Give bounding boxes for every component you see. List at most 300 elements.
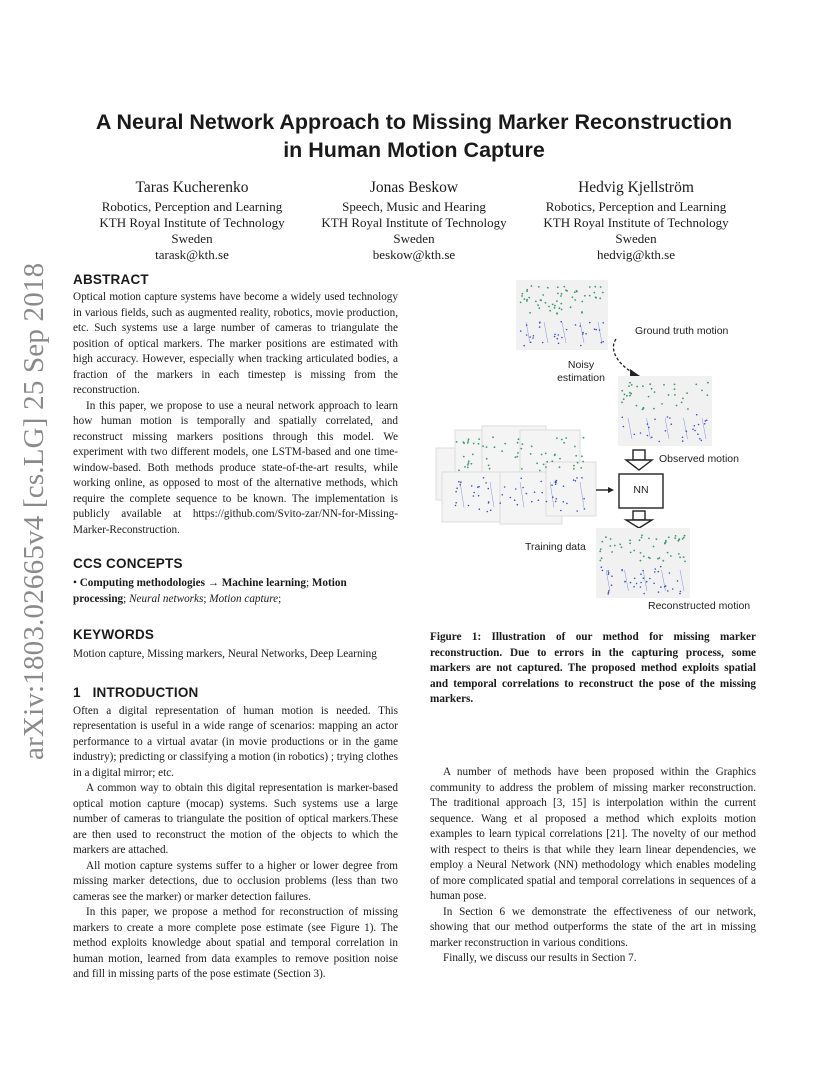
marker-dot xyxy=(653,583,655,585)
marker-dot xyxy=(585,333,587,335)
marker-dot xyxy=(539,470,541,472)
marker-dot xyxy=(573,479,575,481)
figure-1 xyxy=(430,276,760,616)
marker-dot xyxy=(518,438,520,440)
intro-paragraph-4: In this paper, we propose a method for reconstruction of missing markers to create a more complete pose estimate (see Figure 1). The method exploits knowledge about spatial and temporal correlation in human motion, learned from data examples to remove position noise and fill in missing parts of the pose estimate (Section 3). xyxy=(73,906,398,980)
author-name: Jonas Beskow xyxy=(369,179,459,196)
marker-dot xyxy=(494,446,496,448)
marker-dot xyxy=(521,468,523,470)
marker-dot xyxy=(655,568,657,570)
author-dept: Robotics, Perception and Learning xyxy=(101,199,283,214)
marker-dot xyxy=(694,430,696,432)
marker-dot xyxy=(561,309,563,311)
marker-dot xyxy=(614,545,616,547)
marker-dot xyxy=(468,505,470,507)
marker-dot xyxy=(561,439,563,441)
marker-dot xyxy=(522,487,524,489)
arxiv-side-stamp: arXiv:1803.02665v4 [cs.LG] 25 Sep 2018 xyxy=(18,262,50,760)
marker-dot xyxy=(619,544,621,546)
marker-dot xyxy=(584,295,586,297)
marker-dot xyxy=(654,419,656,421)
marker-dot xyxy=(504,486,506,488)
marker-dot xyxy=(526,334,528,336)
marker-dot xyxy=(669,417,671,419)
marker-dot xyxy=(647,435,649,437)
marker-dot xyxy=(623,426,625,428)
marker-dot xyxy=(572,296,574,298)
marker-dot xyxy=(535,301,537,303)
marker-dot xyxy=(602,292,604,294)
reconstructed-panel xyxy=(596,528,690,598)
marker-dot xyxy=(565,437,567,439)
marker-dot xyxy=(520,448,522,450)
marker-dot xyxy=(455,491,457,493)
marker-dot xyxy=(654,571,656,573)
marker-dot xyxy=(611,584,613,586)
marker-dot xyxy=(651,388,653,390)
marker-dot xyxy=(639,539,641,541)
marker-dot xyxy=(515,456,517,458)
marker-dot xyxy=(580,467,582,469)
author-dept: Robotics, Perception and Learning xyxy=(545,199,727,214)
marker-dot xyxy=(472,454,474,456)
marker-dot xyxy=(605,536,607,538)
marker-dot xyxy=(478,495,480,497)
marker-dot xyxy=(611,575,613,577)
marker-dot xyxy=(516,456,518,458)
marker-dot xyxy=(576,510,578,512)
marker-dot xyxy=(488,501,490,503)
marker-dot xyxy=(581,311,583,313)
author-email[interactable]: tarask@kth.se xyxy=(155,247,229,262)
marker-dot xyxy=(610,538,612,540)
marker-dot xyxy=(701,390,703,392)
marker-dot xyxy=(687,408,689,410)
marker-dot xyxy=(611,551,613,553)
marker-dot xyxy=(533,335,535,337)
marker-dot xyxy=(458,481,460,483)
marker-dot xyxy=(674,384,676,386)
marker-dot xyxy=(629,382,631,384)
marker-dot xyxy=(583,498,585,500)
marker-dot xyxy=(559,458,561,460)
marker-dot xyxy=(608,573,610,575)
marker-dot xyxy=(551,460,553,462)
marker-dot xyxy=(582,332,584,334)
marker-dot xyxy=(555,481,557,483)
label-ground-truth: Ground truth motion xyxy=(635,325,729,337)
marker-dot xyxy=(657,571,659,573)
marker-dot xyxy=(602,570,604,572)
marker-dot xyxy=(681,402,683,404)
ccs-separator: ; xyxy=(203,592,207,605)
marker-dot xyxy=(554,336,556,338)
marker-dot xyxy=(554,307,556,309)
marker-dot xyxy=(523,345,525,347)
marker-dot xyxy=(634,578,636,580)
marker-dot xyxy=(682,437,684,439)
marker-dot xyxy=(538,286,540,288)
marker-dot xyxy=(514,499,516,501)
marker-dot xyxy=(517,452,519,454)
marker-dot xyxy=(558,343,560,345)
marker-dot xyxy=(643,556,645,558)
marker-dot xyxy=(677,580,679,582)
author-email[interactable]: hedvig@kth.se xyxy=(596,247,676,262)
title-line-1: A Neural Network Approach to Missing Marker Reconstruction xyxy=(95,110,733,134)
author-email[interactable]: beskow@kth.se xyxy=(372,247,456,262)
marker-dot xyxy=(695,384,697,386)
marker-dot xyxy=(502,494,504,496)
marker-dot xyxy=(529,336,531,338)
title-line-2: in Human Motion Capture xyxy=(283,138,545,162)
marker-dot xyxy=(545,302,547,304)
marker-dot xyxy=(608,592,610,594)
section-number: 1 xyxy=(73,684,81,700)
author-country: Sweden xyxy=(615,231,657,246)
marker-dot xyxy=(624,581,626,583)
marker-dot xyxy=(565,289,567,291)
marker-dot xyxy=(664,542,666,544)
marker-dot xyxy=(668,394,670,396)
marker-dot xyxy=(560,510,562,512)
marker-dot xyxy=(515,488,517,490)
marker-dot xyxy=(594,286,596,288)
right-column-text xyxy=(430,765,756,967)
down-arrow-icon xyxy=(626,450,652,470)
ccs-separator: ; xyxy=(123,592,127,605)
marker-dot xyxy=(698,424,700,426)
marker-dot xyxy=(583,437,585,439)
marker-dot xyxy=(521,295,523,297)
marker-dot xyxy=(599,560,601,562)
author-country: Sweden xyxy=(171,231,213,246)
marker-dot xyxy=(559,466,561,468)
marker-dot xyxy=(573,468,575,470)
marker-dot xyxy=(665,430,667,432)
marker-dot xyxy=(557,338,559,340)
marker-dot xyxy=(683,537,685,539)
marker-dot xyxy=(667,590,669,592)
intro-paragraph-2: A common way to obtain this digital representation is marker-based optical motion capture (mocap) systems. Such systems use a large number of cameras to triangulate the position of optical markers.These are then used to reconstruct the motion of the objects to which the markers are attached. xyxy=(73,782,398,856)
marker-dot xyxy=(458,469,460,471)
marker-dot xyxy=(679,593,681,595)
marker-dot xyxy=(528,297,530,299)
marker-dot xyxy=(510,497,512,499)
marker-dot xyxy=(683,556,685,558)
marker-dot xyxy=(640,560,642,562)
marker-dot xyxy=(478,486,480,488)
marker-dot xyxy=(654,391,656,393)
marker-dot xyxy=(534,491,536,493)
marker-dot xyxy=(488,465,490,467)
marker-dot xyxy=(473,495,475,497)
marker-dot xyxy=(574,299,576,301)
marker-dot xyxy=(608,572,610,574)
marker-dot xyxy=(526,493,528,495)
marker-dot xyxy=(575,455,577,457)
marker-dot xyxy=(576,291,578,293)
marker-dot xyxy=(692,429,694,431)
ccs-item: Machine learning xyxy=(221,577,306,589)
author-country: Sweden xyxy=(393,231,435,246)
marker-dot xyxy=(667,416,669,418)
marker-dot xyxy=(582,461,584,463)
marker-dot xyxy=(526,289,528,291)
marker-dot xyxy=(643,407,645,409)
marker-dot xyxy=(684,561,686,563)
marker-dot xyxy=(684,535,686,537)
right-paragraph-2: In Section 6 we demonstrate the effectiveness of our network, showing that our method outperforms the state of the art in missing marker reconstruction in various conditions. xyxy=(430,905,756,949)
marker-dot xyxy=(643,577,645,579)
marker-dot xyxy=(556,437,558,439)
marker-dot xyxy=(609,545,611,547)
marker-dot xyxy=(575,324,577,326)
left-column xyxy=(73,272,398,983)
keywords-text: Motion capture, Missing markers, Neural Networks, Deep Learning xyxy=(73,648,377,660)
marker-dot xyxy=(682,398,684,400)
marker-dot xyxy=(662,560,664,562)
marker-dot xyxy=(656,538,658,540)
marker-dot xyxy=(522,443,524,445)
marker-dot xyxy=(488,488,490,490)
marker-dot xyxy=(646,581,648,583)
marker-dot xyxy=(694,425,696,427)
marker-dot xyxy=(629,539,631,541)
marker-dot xyxy=(541,454,543,456)
abstract-paragraph-1: Optical motion capture systems have become a widely used technology in various fields, such as augmented reality, robotics, movie production, etc. Such systems use a large number of cameras to triangulate the position of optical markers. The marker positions are estimated with high accuracy. However, especially when tracking articulated bodies, a fraction of the markers in each timestep is missing from the reconstruction. xyxy=(73,291,398,396)
label-noisy-estimation xyxy=(556,359,606,385)
marker-dot xyxy=(595,296,597,298)
marker-dot xyxy=(640,582,642,584)
marker-dot xyxy=(628,385,630,387)
marker-dot xyxy=(622,417,624,419)
marker-dot xyxy=(473,492,475,494)
arrow-head-icon xyxy=(608,487,614,493)
marker-dot xyxy=(471,485,473,487)
marker-dot xyxy=(520,330,522,332)
marker-dot xyxy=(555,501,557,503)
marker-dot xyxy=(674,537,676,539)
marker-dot xyxy=(557,293,559,295)
marker-dot xyxy=(595,329,597,331)
marker-dot xyxy=(554,305,556,307)
marker-dot xyxy=(636,386,638,388)
marker-dot xyxy=(517,504,519,506)
marker-dot xyxy=(636,405,638,407)
marker-dot xyxy=(634,434,636,436)
ccs-separator: ; xyxy=(305,577,310,589)
marker-dot xyxy=(501,450,503,452)
marker-dot xyxy=(486,458,488,460)
marker-dot xyxy=(651,437,653,439)
marker-dot xyxy=(558,334,560,336)
marker-dot xyxy=(629,392,631,394)
marker-dot xyxy=(547,287,549,289)
marker-dot xyxy=(676,405,678,407)
marker-dot xyxy=(536,462,538,464)
marker-dot xyxy=(561,293,563,295)
ground-truth-panel xyxy=(516,280,608,350)
marker-dot xyxy=(630,582,632,584)
marker-dot xyxy=(704,423,706,425)
marker-dot xyxy=(594,328,596,330)
marker-dot xyxy=(561,337,563,339)
marker-dot xyxy=(653,546,655,548)
marker-dot xyxy=(653,408,655,410)
marker-dot xyxy=(540,299,542,301)
marker-dot xyxy=(531,285,533,287)
marker-dot xyxy=(532,337,534,339)
marker-dot xyxy=(589,295,591,297)
marker-dot xyxy=(672,588,674,590)
marker-dot xyxy=(682,440,684,442)
marker-dot xyxy=(643,593,645,595)
marker-dot xyxy=(670,555,672,557)
marker-dot xyxy=(660,566,662,568)
marker-dot xyxy=(581,477,583,479)
marker-dot xyxy=(584,508,586,510)
marker-dot xyxy=(570,306,572,308)
marker-dot xyxy=(487,511,489,513)
paper-title xyxy=(40,108,788,164)
marker-dot xyxy=(607,593,609,595)
ccs-item: Computing methodologies xyxy=(79,577,205,589)
marker-dot xyxy=(640,552,642,554)
marker-dot xyxy=(660,586,662,588)
marker-dot xyxy=(556,300,558,302)
marker-dot xyxy=(671,423,673,425)
marker-dot xyxy=(455,505,457,507)
ccs-item: Neural networks xyxy=(129,592,204,605)
marker-dot xyxy=(629,395,631,397)
label-observed: Observed motion xyxy=(659,453,739,465)
marker-dot xyxy=(580,345,582,347)
marker-dot xyxy=(682,538,684,540)
ccs-heading: CCS CONCEPTS xyxy=(73,556,183,571)
marker-dot xyxy=(563,485,565,487)
label-training-data: Training data xyxy=(525,541,586,553)
marker-dot xyxy=(621,401,623,403)
marker-dot xyxy=(478,438,480,440)
marker-dot xyxy=(665,585,667,587)
marker-dot xyxy=(486,446,488,448)
marker-dot xyxy=(546,501,548,503)
marker-dot xyxy=(517,442,519,444)
marker-dot xyxy=(541,492,543,494)
marker-dot xyxy=(581,301,583,303)
marker-dot xyxy=(543,464,545,466)
marker-dot xyxy=(463,456,465,458)
marker-dot xyxy=(641,534,643,536)
marker-dot xyxy=(485,482,487,484)
marker-dot xyxy=(669,572,671,574)
right-paragraph-3: Finally, we discuss our results in Section 7. xyxy=(443,952,637,964)
marker-dot xyxy=(463,442,465,444)
marker-dot xyxy=(471,463,473,465)
marker-dot xyxy=(556,498,558,500)
marker-dot xyxy=(537,304,539,306)
marker-dot xyxy=(642,385,644,387)
marker-dot xyxy=(633,550,635,552)
marker-dot xyxy=(707,382,709,384)
observed-panel xyxy=(618,376,712,446)
author-block-1 xyxy=(67,178,317,263)
marker-dot xyxy=(696,414,698,416)
intro-paragraph-1: Often a digital representation of human motion is needed. This representation is useful in a wide range of scenarios: mapping an actor performance to a virtual avatar (in movie productions or in the game industry); predicting or classifying a motion (in robotics) ; trying clothes in a digital mirror; etc. xyxy=(73,704,399,779)
marker-dot xyxy=(649,383,651,385)
marker-dot xyxy=(648,396,650,398)
marker-dot xyxy=(552,304,554,306)
marker-dot xyxy=(574,291,576,293)
marker-dot xyxy=(542,342,544,344)
marker-dot xyxy=(563,501,565,503)
ccs-item: Motion capture xyxy=(209,592,279,605)
author-institution: KTH Royal Institute of Technology xyxy=(99,215,285,230)
marker-dot xyxy=(624,394,626,396)
marker-dot xyxy=(575,480,577,482)
marker-dot xyxy=(641,537,643,539)
marker-dot xyxy=(456,487,458,489)
author-block-3 xyxy=(511,178,761,263)
marker-dot xyxy=(706,394,708,396)
marker-dot xyxy=(599,297,601,299)
marker-dot xyxy=(621,569,623,571)
marker-dot xyxy=(549,310,551,312)
marker-dot xyxy=(621,390,623,392)
marker-dot xyxy=(640,573,642,575)
ccs-concepts xyxy=(73,576,398,607)
marker-dot xyxy=(529,312,531,314)
marker-dot xyxy=(566,329,568,331)
marker-dot xyxy=(522,293,524,295)
marker-dot xyxy=(657,558,659,560)
marker-dot xyxy=(531,445,533,447)
marker-dot xyxy=(467,464,469,466)
marker-dot xyxy=(573,465,575,467)
marker-dot xyxy=(556,312,558,314)
training-data-stack xyxy=(436,426,596,524)
marker-dot xyxy=(648,557,650,559)
marker-dot xyxy=(686,392,688,394)
marker-dot xyxy=(539,321,541,323)
marker-dot xyxy=(640,432,642,434)
marker-dot xyxy=(551,484,553,486)
marker-dot xyxy=(679,556,681,558)
marker-dot xyxy=(589,322,591,324)
marker-dot xyxy=(667,552,669,554)
marker-dot xyxy=(661,403,663,405)
label-noisy-line-2: estimation xyxy=(557,372,605,384)
marker-dot xyxy=(548,306,550,308)
marker-dot xyxy=(492,436,494,438)
marker-dot xyxy=(560,321,562,323)
author-dept: Speech, Music and Hearing xyxy=(342,199,486,214)
author-institution: KTH Royal Institute of Technology xyxy=(321,215,507,230)
marker-dot xyxy=(576,477,578,479)
marker-dot xyxy=(602,341,604,343)
marker-dot xyxy=(468,460,470,462)
marker-dot xyxy=(699,438,701,440)
marker-dot xyxy=(630,552,632,554)
marker-dot xyxy=(678,553,680,555)
intro-body xyxy=(73,704,398,983)
marker-dot xyxy=(680,591,682,593)
marker-dot xyxy=(663,384,665,386)
figure-caption: Figure 1: Illustration of our method for missing marker reconstruction. Due to errors in the capturing process, some markers are not captured. The proposed method exploits spatial and temporal correlations to reconstruct the pose of the missing markers. xyxy=(430,631,756,705)
author-institution: KTH Royal Institute of Technology xyxy=(543,215,729,230)
marker-dot xyxy=(559,307,561,309)
